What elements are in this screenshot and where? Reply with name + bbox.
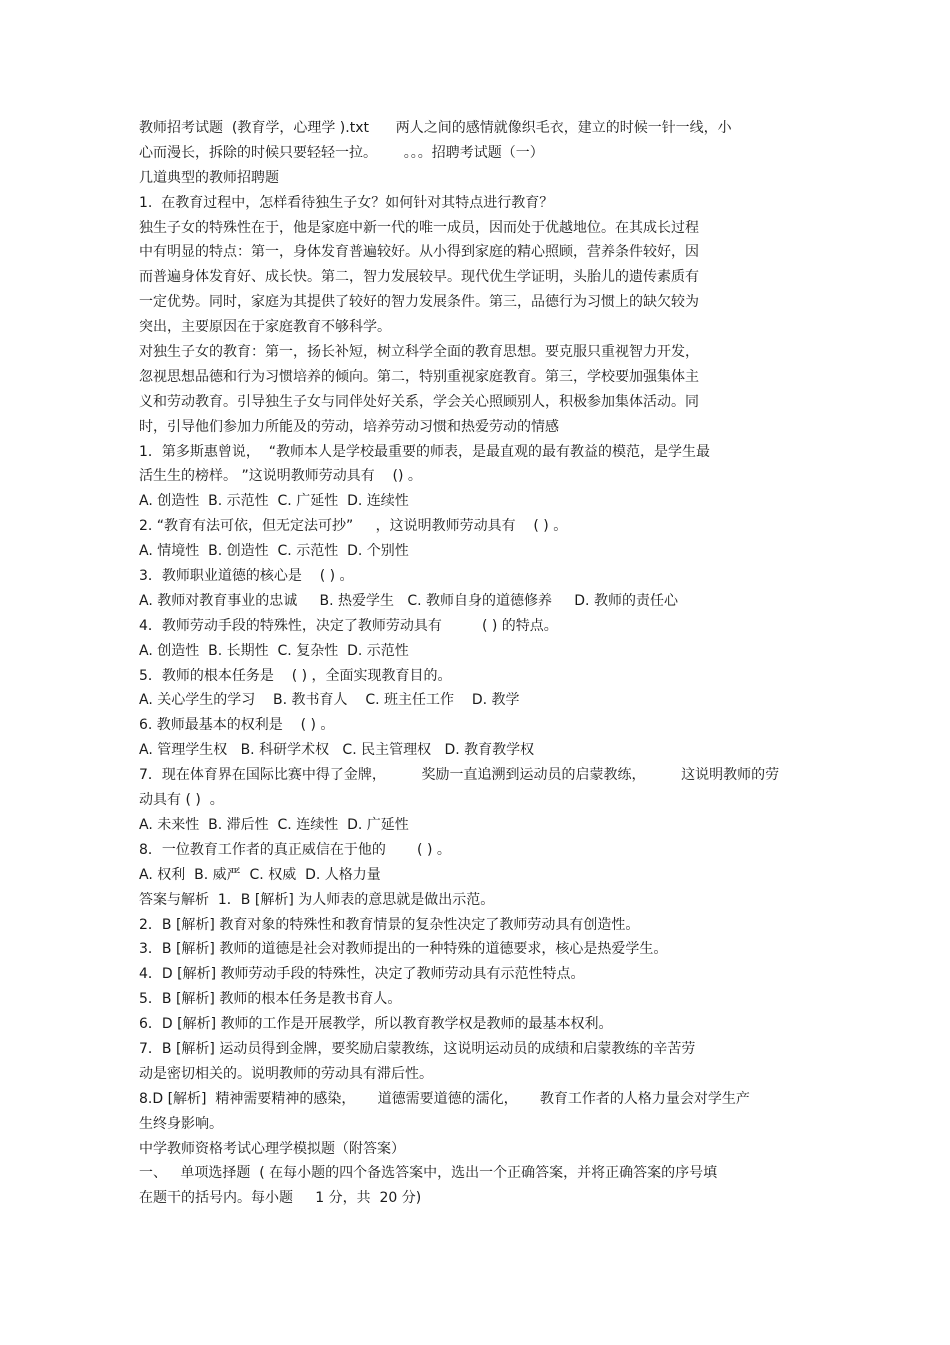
text-line: 时，引导他们参加力所能及的劳动，培养劳动习惯和热爱劳动的情感	[139, 418, 559, 435]
answer-options: A. 教师对教育事业的忠诚 B. 热爱学生 C. 教师自身的道德修养 D. 教师的责任心	[139, 592, 678, 609]
answer-explanation: 生终身影响。	[139, 1115, 223, 1132]
text-line: 忽视思想品德和行为习惯培养的倾向。第二，特别重视家庭教育。第三，学校要加强集体主	[139, 368, 699, 385]
question-text: 动具有 ( ) 。	[139, 792, 224, 809]
answer-explanation: 4．D [解析] 教师劳动手段的特殊性，决定了教师劳动具有示范性特点。	[139, 966, 585, 983]
question-text: 活生生的榜样。 ”这说明教师劳动具有 () 。	[139, 468, 422, 485]
answer-explanation: 8.D [解析] 精神需要精神的感染， 道德需要道德的濡化， 教育工作者的人格力量会对学生产	[139, 1090, 750, 1107]
document-text-body	[139, 116, 819, 1211]
question-text: 5．教师的根本任务是 ( ) ，全面实现教育目的。	[139, 667, 452, 684]
answer-options: A. 权利 B. 威严 C. 权威 D. 人格力量	[139, 866, 381, 883]
question-text: 6. 教师最基本的权利是 ( ) 。	[139, 717, 335, 734]
text-line: 对独生子女的教育：第一，扬长补短，树立科学全面的教育思想。要克服只重视智力开发，	[139, 344, 699, 361]
text-line: 独生子女的特殊性在于，他是家庭中新一代的唯一成员，因而处于优越地位。在其成长过程	[139, 219, 699, 236]
answer-explanation: 7．B [解析] 运动员得到金牌，要奖励启蒙教练，这说明运动员的成绩和启蒙教练的辛苦劳	[139, 1040, 696, 1057]
answer-explanation: 6．D [解析] 教师的工作是开展教学，所以教育教学权是教师的最基本权利。	[139, 1016, 613, 1033]
answer-explanation: 5．B [解析] 教师的根本任务是教书育人。	[139, 991, 402, 1008]
answer-explanation: 动是密切相关的。说明教师的劳动具有滞后性。	[139, 1065, 433, 1082]
question-text: 1. 在教育过程中，怎样看待独生子女？如何针对其特点进行教育？	[139, 194, 554, 211]
text-line: 突出，主要原因在于家庭教育不够科学。	[139, 319, 391, 336]
question-text: 8．一位教育工作者的真正威信在于他的 ( ) 。	[139, 841, 451, 858]
text-line: 一定优势。同时，家庭为其提供了较好的智力发展条件。第三，品德行为习惯上的缺欠较为	[139, 294, 699, 311]
text-line: 中有明显的特点：第一，身体发育普遍较好。从小得到家庭的精心照顾，营养条件较好，因	[139, 244, 699, 261]
text-line: 一、 单项选择题 ( 在每小题的四个备选答案中，选出一个正确答案，并将正确答案的序号填	[139, 1165, 718, 1182]
question-text: 3．教师职业道德的核心是 ( ) 。	[139, 568, 354, 585]
section-title: 中学教师资格考试心理学模拟题（附答案）	[139, 1140, 405, 1157]
section-title: 几道典型的教师招聘题	[139, 169, 279, 186]
text-line: 心而漫长，拆除的时候只要轻轻一拉。 。。。招聘考试题（一）	[139, 144, 544, 161]
answer-explanation: 答案与解析 1．B [解析] 为人师表的意思就是做出示范。	[139, 891, 495, 908]
answer-explanation: 2．B [解析] 教育对象的特殊性和教育情景的复杂性决定了教师劳动具有创造性。	[139, 916, 640, 933]
answer-options: A. 管理学生权 B. 科研学术权 C. 民主管理权 D. 教育教学权	[139, 742, 535, 759]
answer-options: A. 情境性 B. 创造性 C. 示范性 D. 个别性	[139, 543, 409, 560]
question-text: 7．现在体育界在国际比赛中得了金牌， 奖励一直追溯到运动员的启蒙教练， 这说明教师的劳	[139, 767, 780, 784]
answer-options: A. 关心学生的学习 B. 教书育人 C. 班主任工作 D. 教学	[139, 692, 520, 709]
text-line: 义和劳动教育。引导独生子女与同伴处好关系，学会关心照顾别人，积极参加集体活动。同	[139, 393, 699, 410]
answer-options: A. 未来性 B. 滞后性 C. 连续性 D. 广延性	[139, 816, 409, 833]
answer-options: A. 创造性 B. 示范性 C. 广延性 D. 连续性	[139, 493, 409, 510]
text-line: 教师招考试题 (教育学，心理学 ).txt 两人之间的感情就像织毛衣，建立的时候一针一线，小	[139, 120, 732, 136]
question-text: 2. “教育有法可依，但无定法可抄” ，这说明教师劳动具有 ( ) 。	[139, 518, 568, 535]
answer-options: A. 创造性 B. 长期性 C. 复杂性 D. 示范性	[139, 642, 409, 659]
text-line: 在题干的括号内。每小题 1 分，共 20 分)	[139, 1190, 422, 1207]
question-text: 4．教师劳动手段的特殊性，决定了教师劳动具有 ( ) 的特点。	[139, 617, 558, 634]
text-line: 而普遍身体发育好、成长快。第二，智力发展较早。现代优生学证明，头胎儿的遗传素质有	[139, 269, 699, 286]
question-text: 1．第多斯惠曾说， “教师本人是学校最重要的师表，是最直观的最有教益的模范，是学生最	[139, 443, 711, 460]
answer-explanation: 3．B [解析] 教师的道德是社会对教师提出的一种特殊的道德要求，核心是热爱学生。	[139, 941, 668, 958]
